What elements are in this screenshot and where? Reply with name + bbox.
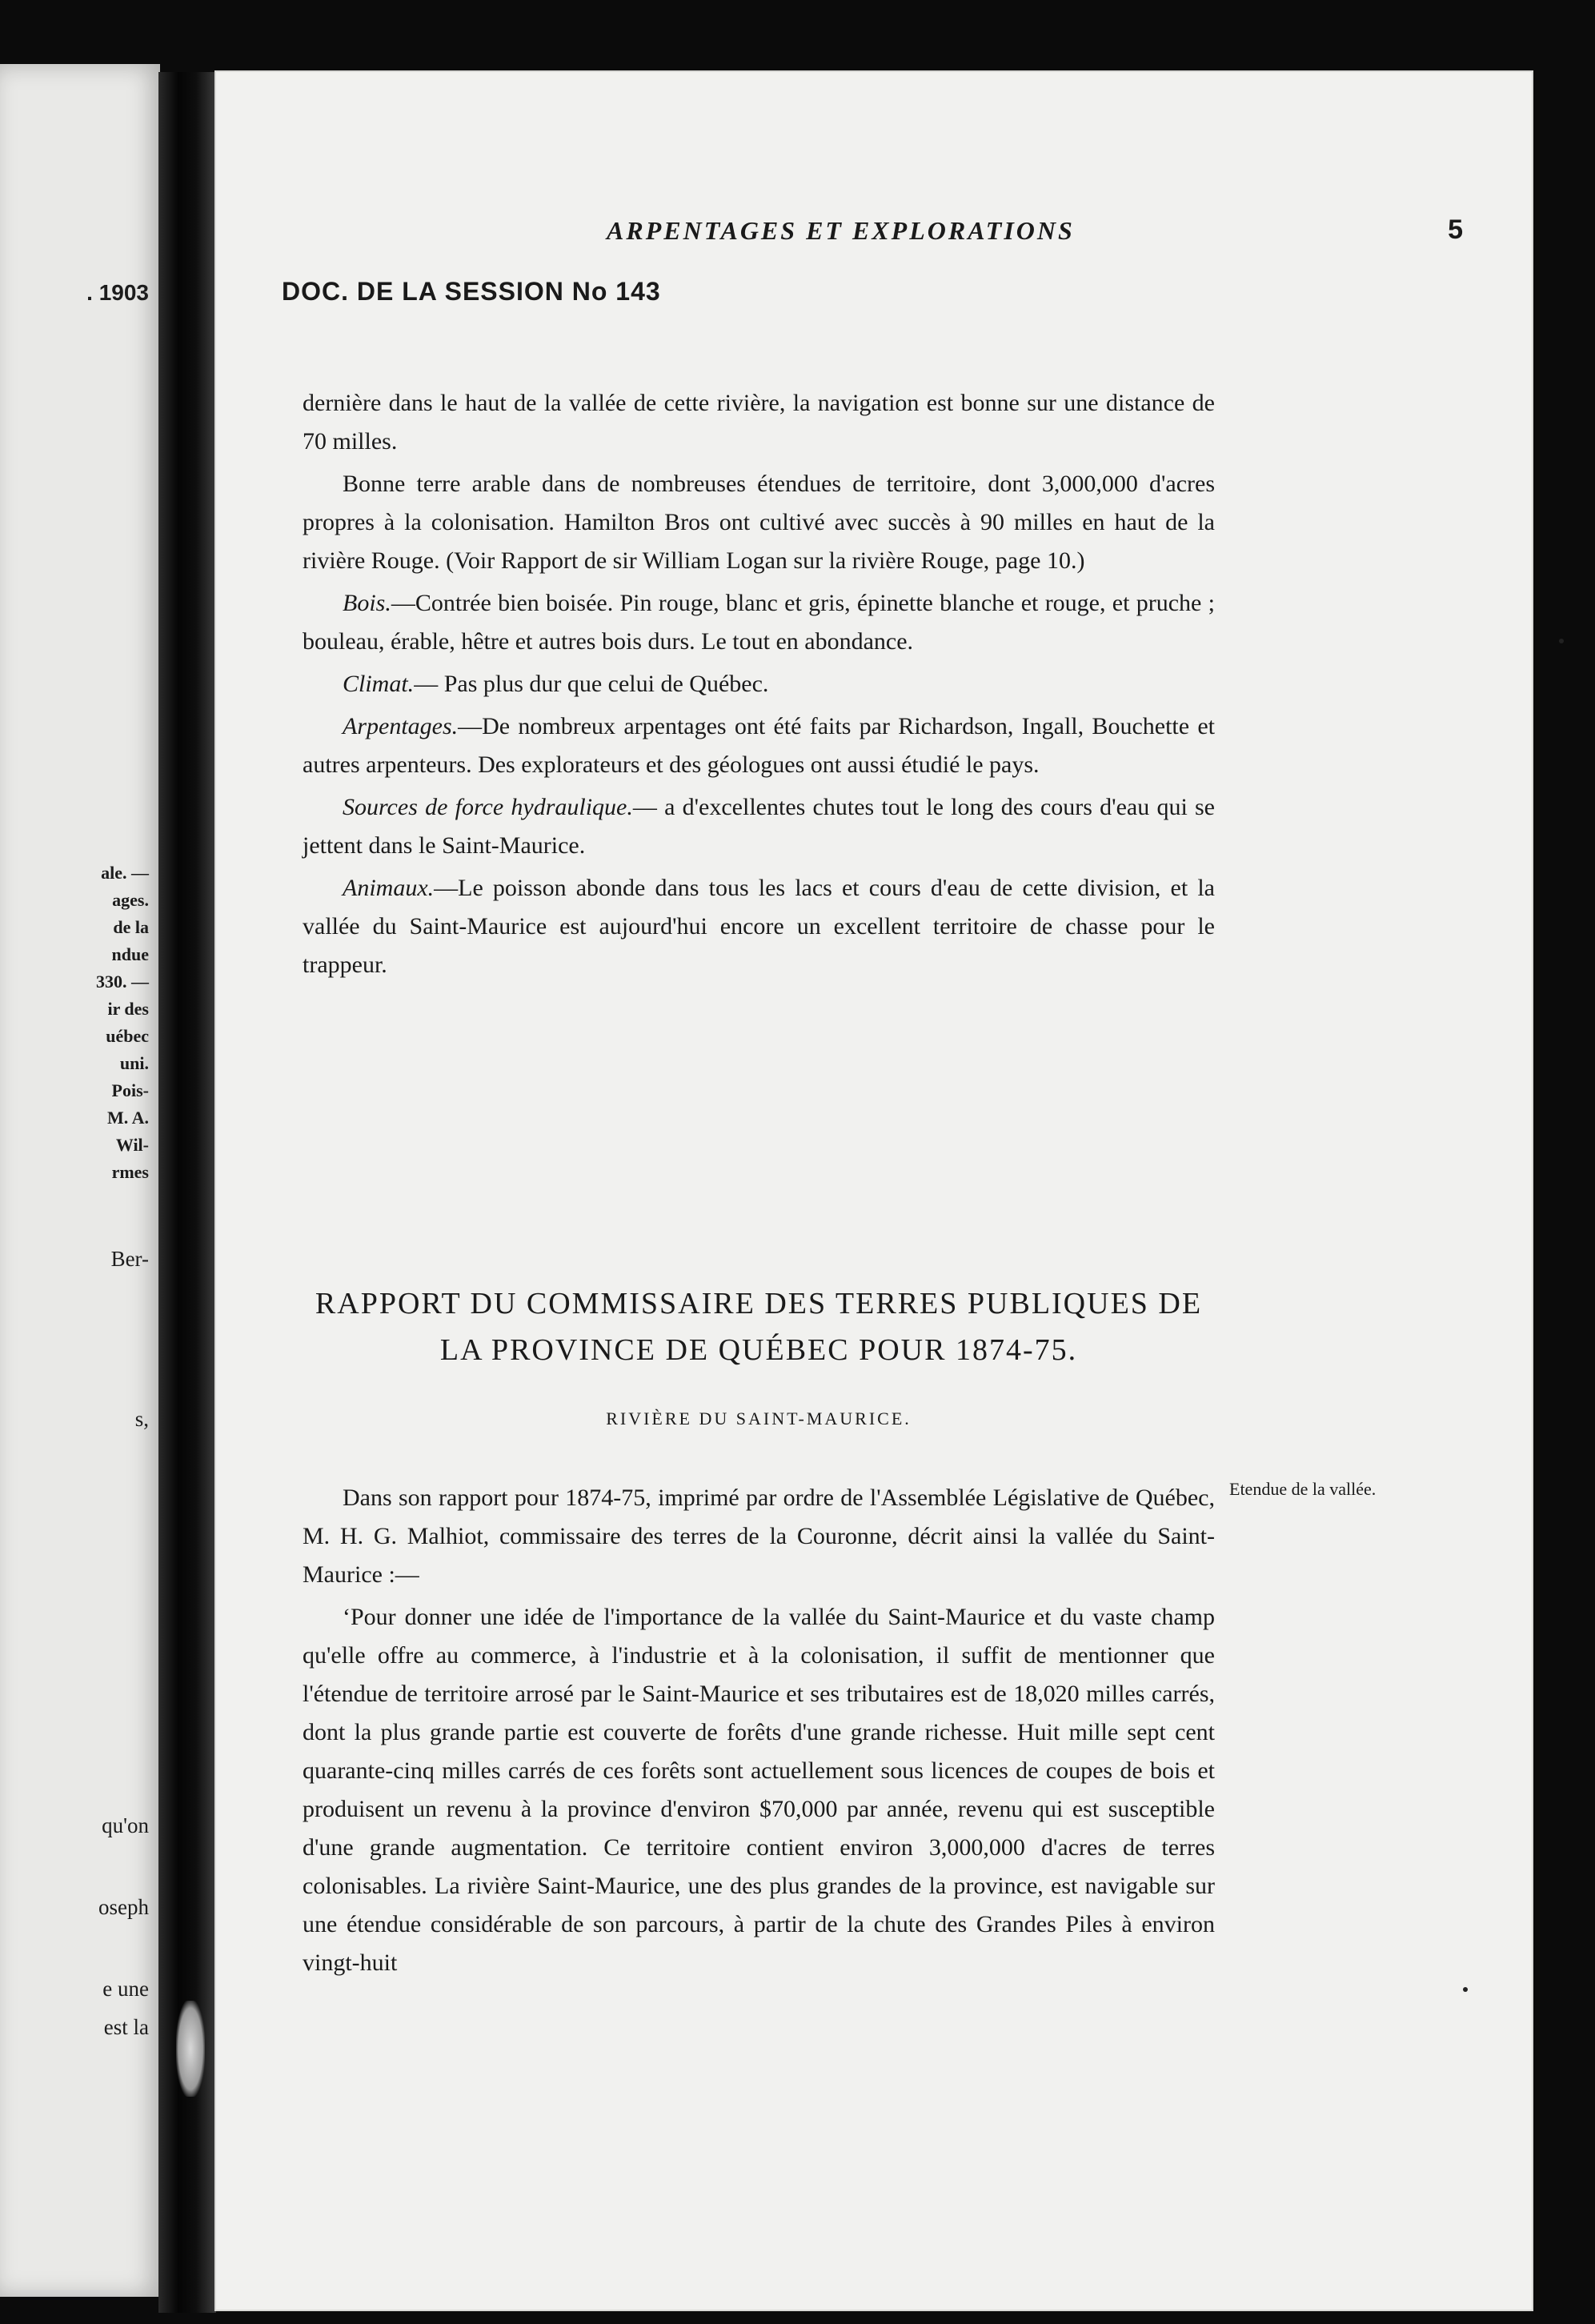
left-fragment: M. A. [107, 1108, 149, 1128]
margin-note: Etendue de la vallée. [1229, 1479, 1377, 1499]
left-fragment: Wil- [115, 1135, 149, 1155]
gutter-blotch [176, 2001, 205, 2097]
left-fragment: ages. [112, 890, 149, 910]
left-page-fragment [0, 64, 160, 2297]
page-number: 5 [1448, 214, 1463, 245]
report-subtitle: RIVIÈRE DU SAINT-MAURICE. [606, 1408, 912, 1428]
paragraph-text: —Le poisson abonde dans tous les lacs et cours d'eau de cette division, et la vallée du Saint-Maurice est aujourd'hui encore un excellent territoire de chasse pour le trappeur. [303, 875, 1215, 978]
left-fragment: rmes [111, 1162, 149, 1182]
paragraph: Bonne terre arable dans de nombreuses étendues de territoire, dont 3,000,000 d'acres propres à la colonisation. Hamilton Bros ont cultivé avec succès à 90 milles en haut de la rivière Rouge. (Voir Rapport de sir William Logan sur la rivière Rouge, page 10.) [303, 471, 1215, 574]
left-fragment: oseph [98, 1895, 149, 1919]
left-fragment: uébec [106, 1026, 149, 1046]
paragraph-animaux [303, 869, 1215, 984]
left-fragment: 330. — [96, 972, 149, 992]
paragraph-lead: Sources de force hydraulique. [343, 794, 633, 820]
left-fragment: Pois- [111, 1080, 149, 1100]
left-fragment: qu'on [102, 1813, 149, 1837]
document-page [214, 70, 1533, 2311]
report-title [303, 1280, 1215, 1373]
left-fragment: de la [113, 917, 149, 937]
left-fragment: Ber- [110, 1247, 149, 1271]
paragraph: dernière dans le haut de la vallée de cette rivière, la navigation est bonne sur une distance de 70 milles. [303, 390, 1215, 455]
session-label: DOC. DE LA SESSION No 143 [282, 277, 661, 306]
left-fragment: ir des [107, 999, 149, 1019]
paragraph-text: —Contrée bien boisée. Pin rouge, blanc et gris, épinette blanche et rouge, et pruche ; bouleau, érable, hêtre et autres bois durs. Le tout en abondance. [303, 590, 1215, 655]
left-fragment: ndue [111, 944, 149, 964]
paragraph-lead: Animaux. [343, 875, 435, 901]
paragraph-arpentages [303, 707, 1215, 784]
paragraph-text: — a d'excellentes chutes tout le long des cours d'eau qui se jettent dans le Saint-Maurice. [303, 794, 1215, 859]
paragraph: Dans son rapport pour 1874-75, imprimé par ordre de l'Assemblée Législative de Québec, M. H. G. Malhiot, commissaire des terres de la Couronne, décrit ainsi la vallée du Saint-Maurice :— [303, 1485, 1215, 1588]
report-text [303, 1479, 1215, 1986]
paragraph-climat [303, 665, 1215, 703]
paragraph-text: —De nombreux arpentages ont été faits par Richardson, Ingall, Bouchette et autres arpenteurs. Des explorateurs et des géologues ont aussi étudié le pays. [303, 713, 1215, 778]
running-title: ARPENTAGES ET EXPLORATIONS [607, 216, 1075, 245]
speck [1559, 639, 1564, 643]
section-text [303, 384, 1215, 988]
left-year: . 1903 [86, 280, 149, 305]
book-gutter [158, 72, 216, 2313]
paragraph-lead: Bois. [343, 590, 391, 616]
paragraph-lead: Arpentages. [343, 713, 459, 739]
left-fragment: ale. — [101, 863, 149, 883]
paragraph-sources [303, 788, 1215, 865]
speck [1463, 1987, 1468, 1992]
paragraph-bois [303, 584, 1215, 661]
left-fragment: e une [102, 1977, 149, 2001]
paragraph-text: — Pas plus dur que celui de Québec. [414, 671, 769, 697]
paragraph: ‘Pour donner une idée de l'importance de la vallée du Saint-Maurice et du vaste champ qu'elle offre au commerce, à l'industrie et à la colonisation, il suffit de mentionner que l'étendue de territoire arrosé par le Saint-Maurice et ses tributaires est de 18,020 milles carrés, dont la plus grande partie est couverte de forêts d'une grande richesse. Huit mille sept cent quarante-cinq milles carrés de ces forêts sont actuellement sous licences de coupes de bois et produisent un revenu à la province d'environ $70,000 par année, revenu qui est susceptible d'une grande augmentation. Ce territoire contient environ 3,000,000 d'acres de terres colonisables. La rivière Saint-Maurice, une des plus grandes de la province, est navigable sur une étendue considérable de son parcours, à partir de la chute des Grandes Piles à environ vingt-huit [303, 1604, 1215, 1976]
report-title-line: RAPPORT DU COMMISSAIRE DES TERRES PUBLIQUES DE [315, 1287, 1203, 1320]
report-title-line: LA PROVINCE DE QUÉBEC POUR 1874-75. [439, 1333, 1078, 1367]
left-fragment: uni. [119, 1053, 149, 1073]
left-fragment: est la [103, 2015, 149, 2039]
paragraph-lead: Climat. [343, 671, 415, 697]
left-fragment: s, [134, 1407, 149, 1431]
